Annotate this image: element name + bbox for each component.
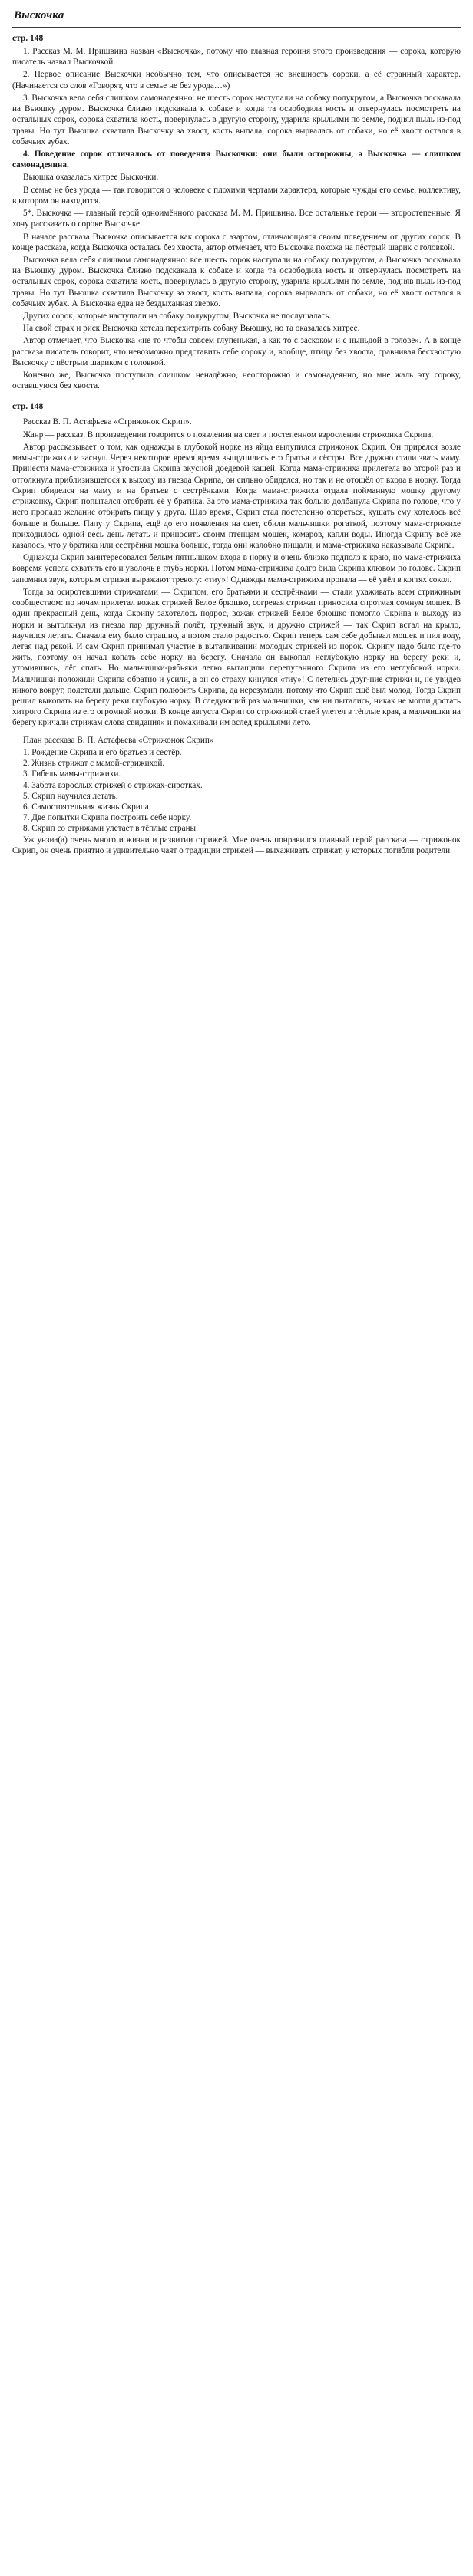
list-item: 8. Скрип со стрижами улетает в тёплые страны. — [23, 824, 198, 834]
page-marker-2: стр. 148 — [12, 401, 44, 411]
paragraph: В начале рассказа Выскочка описывается как сорока с азартом, отличающаяся своим поведением от других сорок. В конце рассказа, когда Выскочка осталась без хвоста, автор отмечает, что Выскочка похожа на пёстрый шарик с головкой. — [12, 232, 461, 252]
paragraph: Выскочка вела себя слишком самонадеянно: все шесть сорок наступали на собаку полукругом, а Выскочка поскакала на Вьюшку дуром. Выскочка близко подскакала к собаке и когда та освободила кость и отвернулась посмотреть на остальных сорок, сорока схватила кость, повернулась в другую сторону, ударила крыльями по земле, подняв пыль из-под травы. Но тут Вьюшка схватила Выскочку за хвост, кость выпала, сорока вырвалась от собаки, но её хвост остался в собачьих зубах. А Выскочка едва не бездыханная зверко. — [12, 255, 461, 308]
list-item: 6. Самостоятельная жизнь Скрипа. — [23, 802, 151, 812]
paragraph: Однажды Скрип заинтересовался белым пятнышком входа в норку и очень близко подполз к краю, но мама-стрижиха вовремя успела схватить его и уволочь в глубь норки. Потом мама-стрижиха долго била Скрипа клювом по голове. Скрип запомнил звук, которым стрижи выражают тревогу: «тиу»! Однажды мама-стрижиха пропала — её увёл в когтях сокол. — [12, 553, 461, 585]
title-divider — [12, 27, 461, 28]
paragraph: В семье не без урода — так говорится о человеке с плохими чертами характера, которые чужды его семье, коллективу, в котором он находится. — [12, 185, 461, 206]
paragraph: 4. Поведение сорок отличалось от поведения Выскочки: они были осторожны, а Выскочка — слишком самонадеянна. — [12, 149, 461, 170]
page-marker-1: стр. 148 — [12, 34, 44, 43]
list-item: 2. Жизнь стрижат с мамой-стрижихой. — [23, 759, 165, 769]
closing-paragraph: Уж унзиа(а) очень много и жизни и развитии стрижей. Мне очень понравился главный герой рассказа — стрижонок Скрип, он очень приятно и удивительно чаят о традиции стрижей — выхаживать стрижат, у которых погибли родители. — [12, 835, 461, 855]
paragraph: Вьюшка оказалась хитрее Выскочки. — [23, 173, 159, 183]
paragraph: 1. Рассказ М. М. Пришвина назван «Выскочка», потому что главная героиня этого произведения — сорока, которую писатель назвал Выскочкой. — [12, 47, 461, 68]
list-item: 3. Гибель мамы-стрижихи. — [23, 769, 121, 779]
paragraph: 5*. Выскочка — главный герой одноимённого рассказа М. М. Пришвина. Все остальные герои — второстепенные. Я хочу рассказать о сороке Выскочке. — [12, 209, 461, 229]
paragraph: 3. Выскочка вела себя слишком самонадеянно: не шесть сорок наступали на собаку полукругом, а Выскочка поскакала на Вьюшку дуром. Выскочка близко подскакала к собаке и когда та освободила кость и отвернулась посмотреть на остальных сорок, сорока схватила кость, повернулась в другую сторону, ударила крыльями по земле, поднял пыль из-под травы. Но тут Вьюшка схватила Выскочку за хвост, кость выпала, сорока вырвалась от собаки, но её хвост остался в собачьих зубах. — [12, 93, 461, 147]
section-heading: Рассказ В. П. Астафьева «Стрижонок Скрип». — [23, 417, 192, 427]
document-page — [0, 0, 473, 868]
document-title: Выскочка — [14, 9, 64, 21]
paragraph: Автор отмечает, что Выскочка «не то чтобы совсем глупенькая, а как то с заскоком и с ныньдой в голове». А в конце рассказа писатель говорит, что невозможно представить себе сороку и, вообще, птицу без хвоста, сравнивая бесхвостую Выскочку с пёстрым шариком с головкой. — [12, 336, 461, 367]
paragraph: Тогда за осиротевшими стрижатами — Скрипом, его братьями и сестрёнками — стали ухаживать всем стрижиным сообществом: по ночам прилетал вожак стрижей Белое брюшко, согревая стрижат приносила спротмая сомнум мошек. В один прекрасный день, когда Скрипу захотелось подрос, вожак стрижей Белое брюшко помогло Скрипа к выходу из норки и вытолкнул из гнезда пар дружный полёт, тружный звук, и дружно стрижей — так Скрип встал на крыло, научился летать. Сначала ему было страшно, а потом стало радостно. Скрип теперь сам себе добывал мошек и пил воду, летая над рекой. И сам Скрип принимал участие в выталкивании молодых стрижей из норок. Скрипу надо было где-то жить, поэтому он начал копать себе норку на берегу. Сначала он выкопал неглубокую норку на берегу реки и, утомившись, лёг спать. Но мальчишки-рябьяки легко вытащили перепуганного Скрипа из его неглубокой норки. Мальчишки положили Скрипа обратно и усили, а он со страху кинулся «тиу»! С летелись друг-ние стрижи и, не увидев никого вокруг, полетели дальше. Скрип полюбить Скрипа, да нерезумали, потому что Скрип ещё был молод. Тогда Скрип решил выкопать на берегу реки глубокую норку. В следующий раз мальчишки, как ни пытались, никак не могли достать хитрого Скрипа из его огромной норки. В конце августа Скрип со стрижиной стаей улетел в тёплые края, а мальчишки на берегу кричали стрижам слова свидания» и помахивали им вслед крыльями лето. — [12, 587, 461, 728]
plan-title: План рассказа В. П. Астафьева «Стрижонок Скрип» — [23, 735, 214, 745]
paragraph: Автор рассказывает о том, как однажды в глубокой норке из яйца вылупился стрижонок Скрип. Он прирелся возле мамы-стрижихи и заснул. Через некоторое время время выщупились его братья и сёстры. Все дружно стали звать маму. Принести мама-стрижиха и угостила Скрипа вкусной доедевой кашей. Когда мама-стрижиха прилетела во второй раз и отголкнула приблизившегося к выходу из гнезда Скрипа, он сильно обиделся, но так и не отошёл от входа в норку. Тогда Скрип обиделся на маму и на братьев с сестрёнками. Когда мама-стрижиха отдала пойманную мошку другому стрижонку, Скрип попытался отобрать её у братика. За это мама-стрижиха так больно долбанула Скрипа по голове, что у него пропало желание отбирать пищу у друга. Шло время, Скрип стал постепенно опереться, кушать ему хотелось всё больше и больше. Папу у Скрипа, ещё до его появления на свет, сбили мальчишки рогаткой, поэтому мама-стрижихе приходилось одной весь день летать и приносить своим птенцам мошек, комаров, капли воды. Иногда Скрипу всё же казалось, что у братика или сестрёнки мошка больше, тогда они жалобно пищали, и мама-стрижиха наказывала Скрипа. — [12, 443, 461, 550]
list-item: 7. Две попытки Скрипа построить себе норку. — [23, 813, 192, 823]
list-item: 5. Скрип научился летать. — [23, 791, 118, 801]
paragraph: Жанр — рассказ. В произведении говорится о появлении на свет и постепенном взрослении стрижонка Скрипа. — [23, 430, 434, 440]
paragraph: Конечно же, Выскочка поступила слишком ненадёжно, неосторожно и самонадеянно, но мне жаль эту сороку, оставшуюся без хвоста. — [12, 371, 461, 391]
plan-list — [12, 747, 461, 835]
list-item: 4. Забота взрослых стрижей о стрижах-сиротках. — [23, 780, 203, 790]
paragraph: Других сорок, которые наступали на собаку полукругом, Выскочка не послушалась. — [23, 311, 332, 321]
list-item: 1. Рождение Скрипа и его братьев и сестёр. — [23, 747, 182, 757]
paragraph: 2. Первое описание Выскочки необычно тем, что описывается не внешность сороки, а её странный характер. (Начинается со слов «Говорят, что в семье не без урода…») — [12, 70, 461, 91]
paragraph: На свой страх и риск Выскочка хотела перехитрить собаку Вьюшку, но та оказалась хитрее. — [23, 324, 360, 334]
